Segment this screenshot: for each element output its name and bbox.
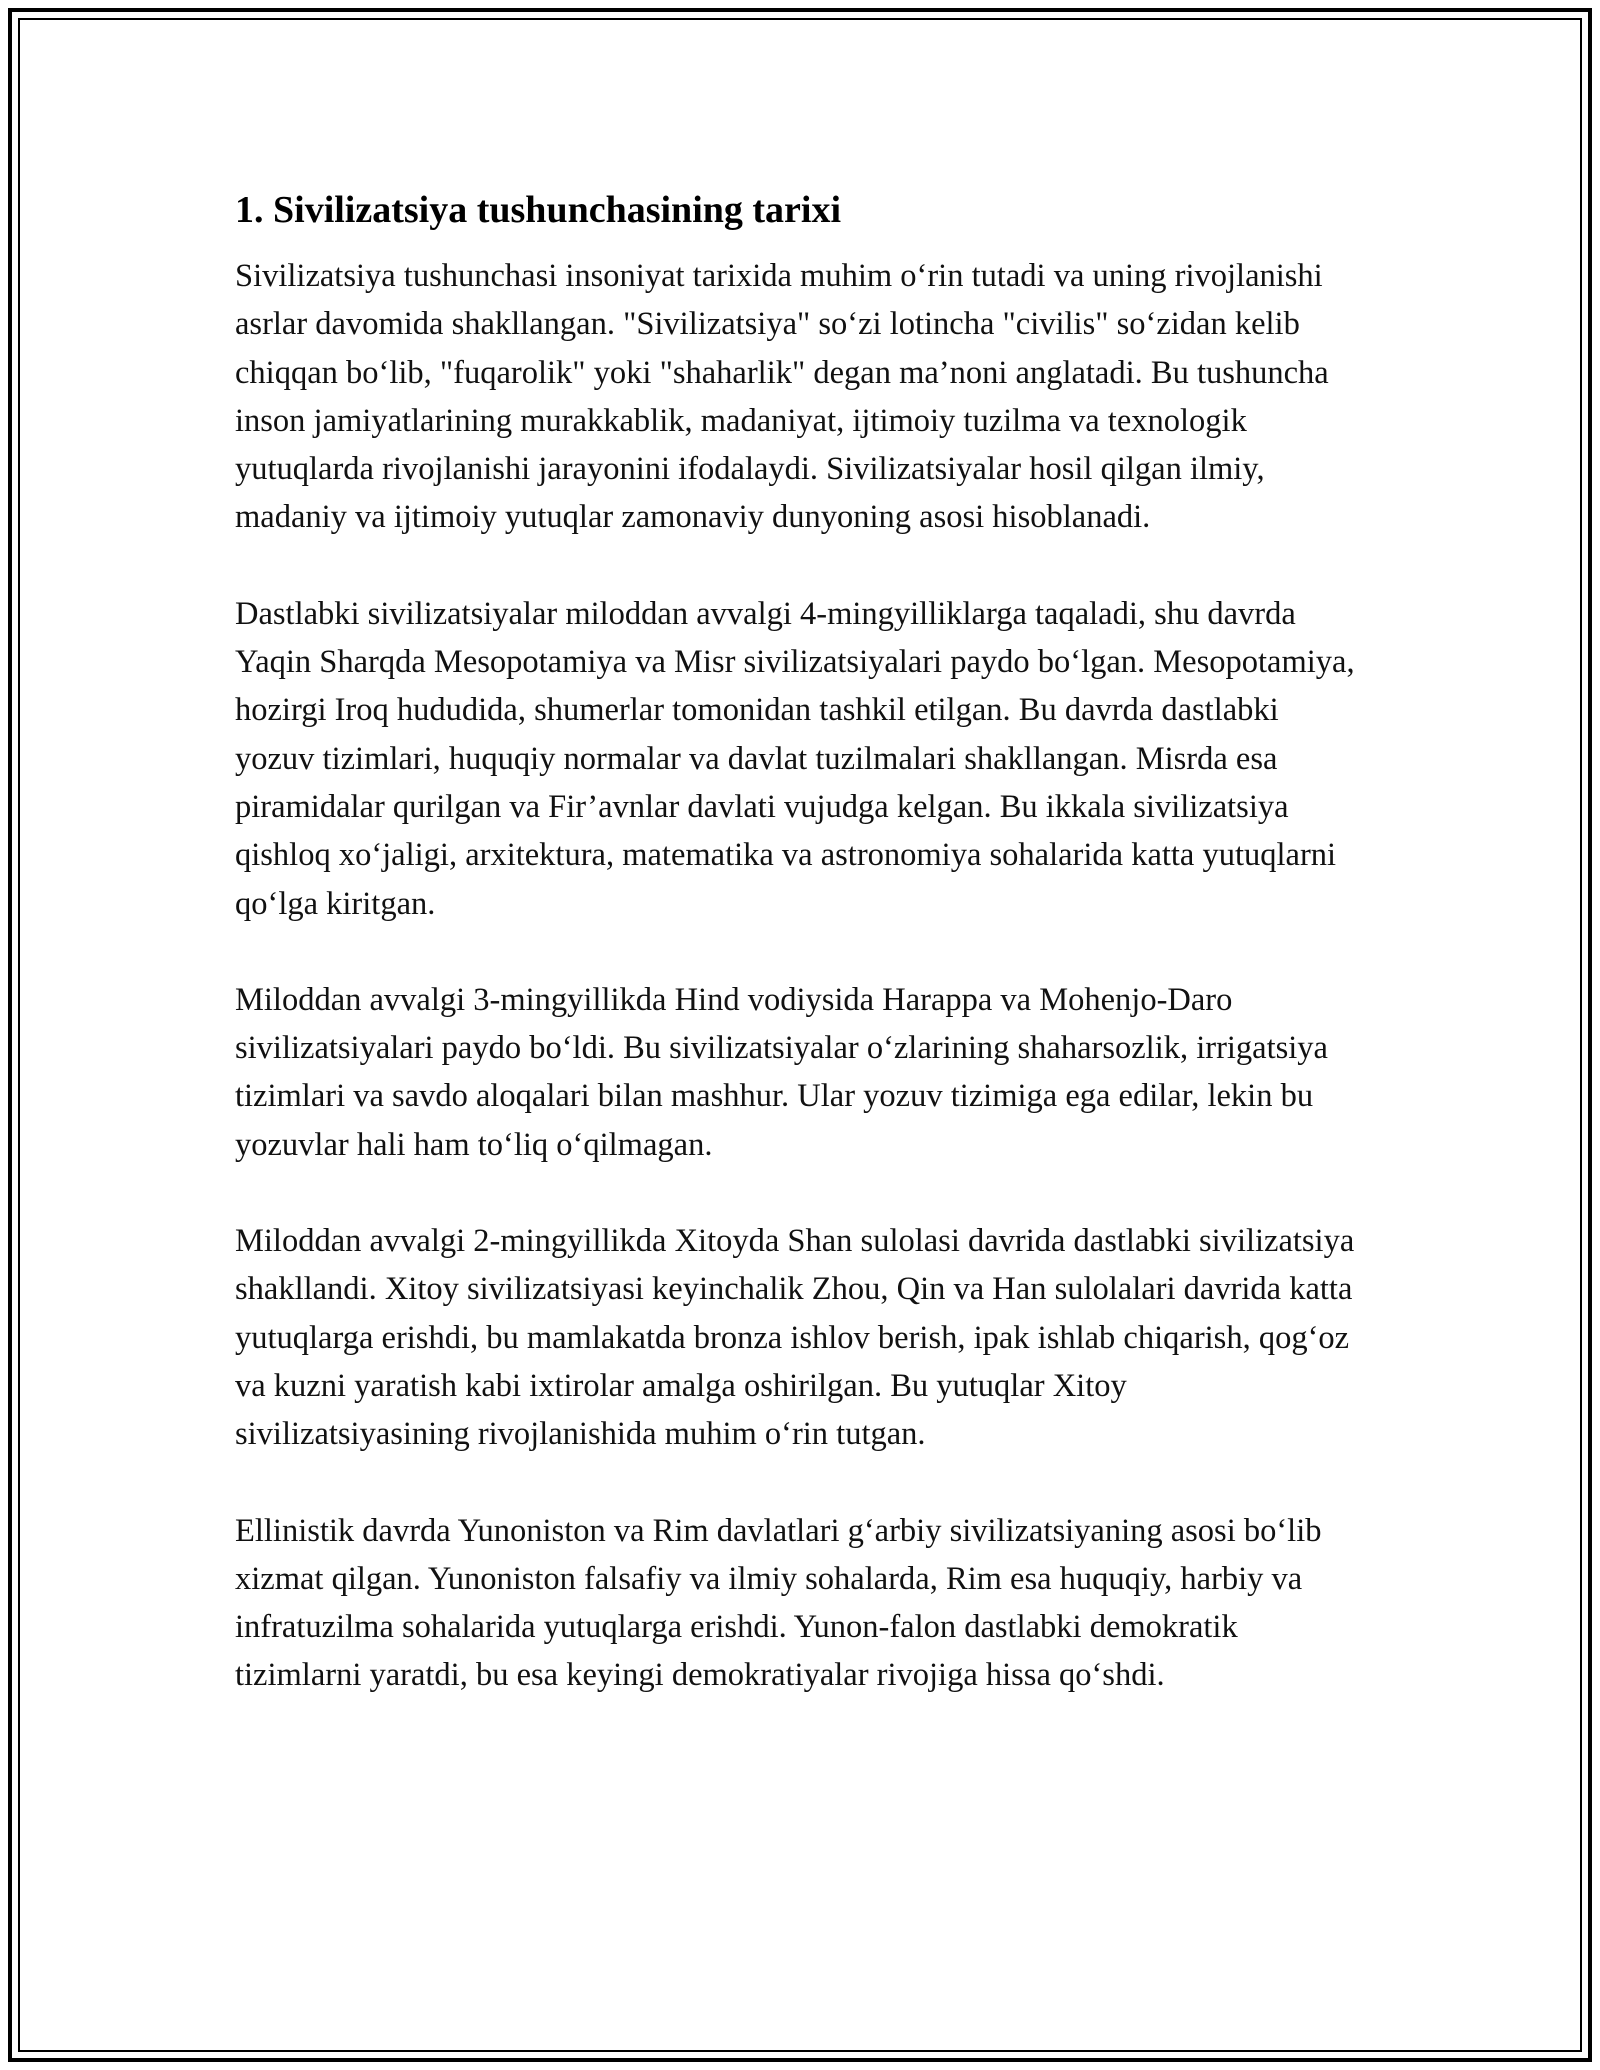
paragraph-intro: Sivilizatsiya tushunchasi insoniyat tarixida muhim o‘rin tutadi va uning rivojlanishi asrlar davomida shakllangan. "Sivilizatsiya" so‘zi lotincha "civilis" so‘zidan kelib chiqqan bo‘lib, "fuqarolik" yoki "shaharlik" degan ma’noni anglatadi. Bu tushuncha inson jamiyatlarining murakkablik, madaniyat, ijtimoiy tuzilma va texnologik yutuqlarda rivojlanishi jarayonini ifodalaydi. Sivilizatsiyalar hosil qilgan ilmiy, madaniy va ijtimoiy yutuqlar zamonaviy dunyoning asosi hisoblanadi. [235, 258, 1329, 536]
document-body [235, 186, 1365, 1748]
section-heading: 1. Sivilizatsiya tushunchasining tarixi [235, 189, 842, 231]
paragraph-greece-rome: Ellinistik davrda Yunoniston va Rim davlatlari g‘arbiy sivilizatsiyaning asosi bo‘lib xizmat qilgan. Yunoniston falsafiy va ilmiy sohalarda, Rim esa huquqiy, harbiy va infratuzilma sohalarida yutuqlarga erishdi. Yunon-falon dastlabki demokratik tizimlarni yaratdi, bu esa keyingi demokratiyalar rivojiga hissa qo‘shdi. [235, 1512, 1322, 1694]
paragraph-indus-valley: Miloddan avvalgi 3-mingyillikda Hind vodiysida Harappa va Mohenjo-Daro sivilizatsiyalari paydo bo‘ldi. Bu sivilizatsiyalar o‘zlarining shaharsozlik, irrigatsiya tizimlari va savdo aloqalari bilan mashhur. Ular yozuv tizimiga ega edilar, lekin bu yozuvlar hali ham to‘liq o‘qilmagan. [235, 981, 1328, 1163]
paragraph-mesopotamia-egypt: Dastlabki sivilizatsiyalar miloddan avvalgi 4-mingyilliklarga taqaladi, shu davrda Yaqin Sharqda Mesopotamiya va Misr sivilizatsiyalari paydo bo‘lgan. Mesopotamiya, hozirgi Iroq hududida, shumerlar tomonidan tashkil etilgan. Bu davrda dastlabki yozuv tizimlari, huquqiy normalar va davlat tuzilmalari shakllangan. Misrda esa piramidalar qurilgan va Fir’avnlar davlati vujudga kelgan. Bu ikkala sivilizatsiya qishloq xo‘jaligi, arxitektura, matematika va astronomiya sohalarida katta yutuqlarni qo‘lga kiritgan. [235, 595, 1355, 922]
paragraph-china: Miloddan avvalgi 2-mingyillikda Xitoyda Shan sulolasi davrida dastlabki sivilizatsiya shakllandi. Xitoy sivilizatsiyasi keyinchalik Zhou, Qin va Han sulolalari davrida katta yutuqlarga erishdi, bu mamlakatda bronza ishlov berish, ipak ishlab chiqarish, qog‘oz va kuzni yaratish kabi ixtirolar amalga oshirilgan. Bu yutuqlar Xitoy sivilizatsiyasining rivojlanishida muhim o‘rin tutgan. [235, 1223, 1355, 1453]
